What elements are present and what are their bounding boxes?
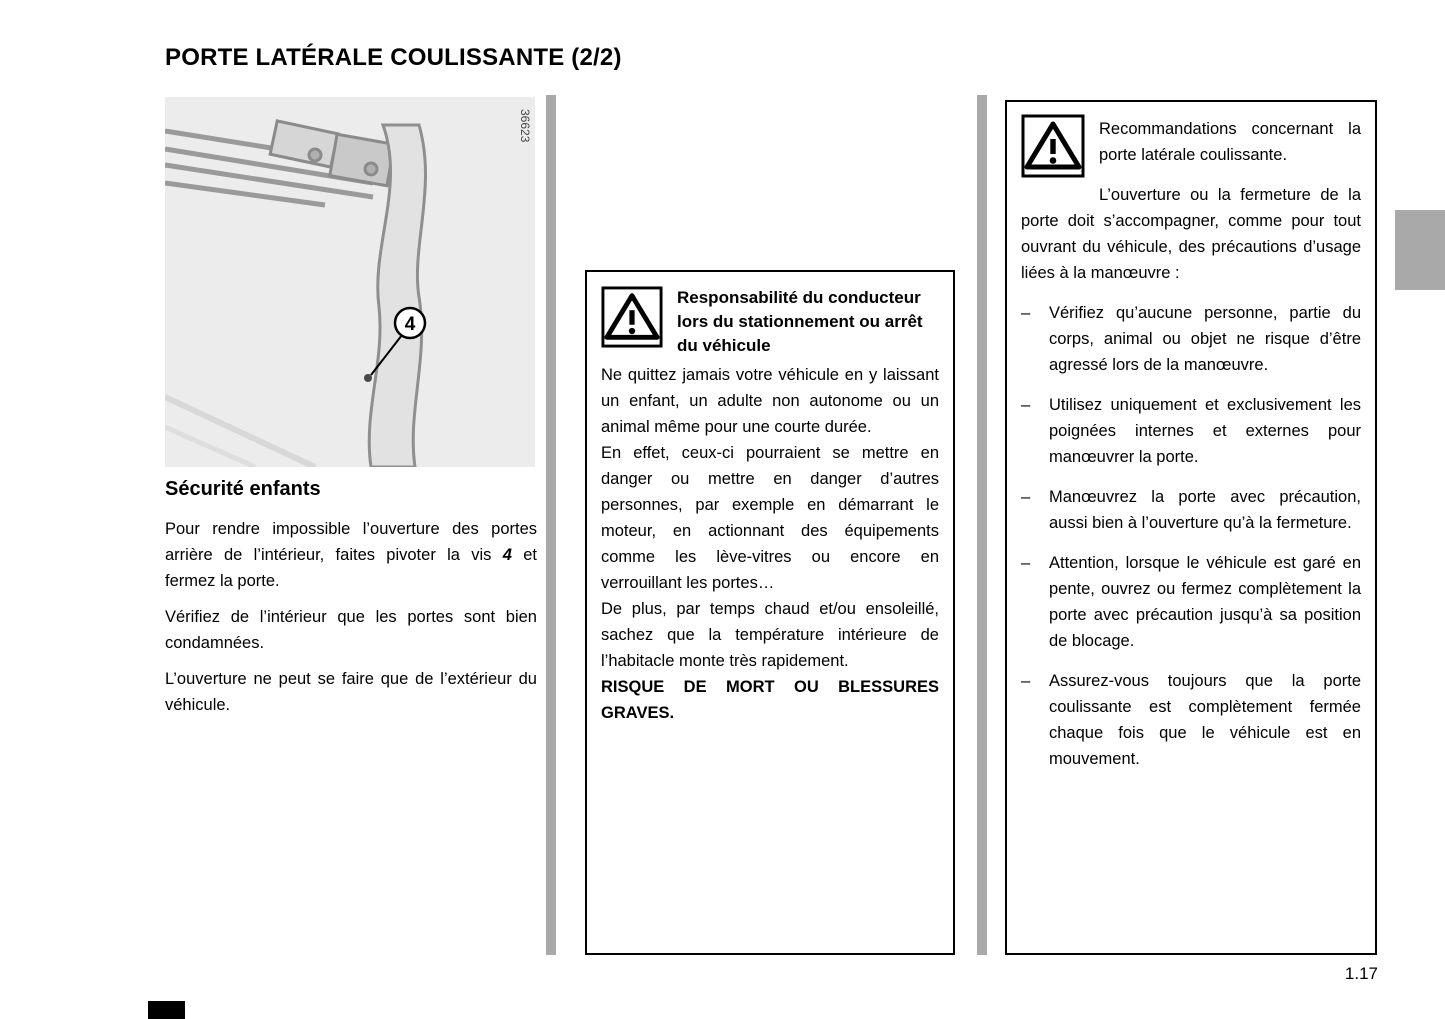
child-safety-section [165, 476, 537, 728]
dash-bullet: – [1021, 304, 1031, 322]
warning-paragraph: En effet, ceux-ci pourraient se mettre en danger ou mettre en danger d’autres personnes, par exemple en démarrant le moteur, en actionnant des équipements comme les lève-vitres ou encore en verrouillant les portes… [601, 444, 939, 592]
door-mechanism-figure [165, 97, 535, 467]
dash-bullet: – [1021, 554, 1031, 572]
warning-paragraph: Ne quittez jamais votre véhicule en y laissant un enfant, un adulte non autonome ou un animal même pour une courte durée. [601, 366, 939, 436]
paragraph-text: et fermez la porte. [165, 546, 537, 590]
chapter-side-tab [1395, 210, 1445, 290]
dash-bullet: – [1021, 672, 1031, 690]
list-item-text: Attention, lorsque le véhicule est garé en pente, ouvrez ou fermez complètement la porte avec précaution jusqu’à sa position de blocage. [1049, 554, 1361, 650]
page-title: PORTE LATÉRALE COULISSANTE (2/2) [165, 44, 622, 71]
paragraph: L’ouverture ne peut se faire que de l’extérieur du véhicule. [165, 670, 537, 714]
paragraph-text: Pour rendre impossible l’ouverture des portes arrière de l’intérieur, faites pivoter la vis [165, 520, 537, 564]
child-lock-screw [364, 374, 372, 382]
column-divider [546, 95, 556, 955]
list-item [1021, 484, 1361, 536]
callout-4-label: 4 [404, 314, 416, 335]
warning-triangle-icon [1021, 114, 1085, 178]
list-item [1021, 300, 1361, 378]
warning-triangle-icon [601, 286, 663, 348]
warning-paragraph: De plus, par temps chaud et/ou ensoleillé, sachez que la température intérieure de l’habitacle monte très rapidement. [601, 600, 939, 670]
warning-box-header [1021, 114, 1361, 178]
driver-responsibility-warning-box [585, 270, 955, 955]
screw-number-ref: 4 [502, 546, 512, 564]
paragraph [165, 516, 537, 594]
callout-4 [395, 308, 425, 338]
warning-box-title: Responsabilité du conducteur lors du stationnement ou arrêt du véhicule [677, 288, 923, 355]
list-item-text: Manœuvrez la porte avec précaution, aussi bien à l’ouverture qu’à la fermeture. [1049, 488, 1361, 532]
paragraph: Vérifiez de l’intérieur que les portes sont bien condamnées. [165, 608, 537, 652]
list-item [1021, 392, 1361, 470]
section-heading: Sécurité enfants [165, 478, 321, 500]
page-number: 1.17 [1344, 964, 1378, 983]
recommendations-intro: Recommandations concernant la porte latérale coulissante. [1099, 120, 1361, 164]
recommendations-list [1021, 300, 1361, 772]
list-item-text: Vérifiez qu’aucune personne, partie du corps, animal ou objet ne risque d’être agressé lors de la manœuvre. [1049, 304, 1361, 374]
sliding-door-recommendations-box [1005, 100, 1377, 955]
list-item [1021, 668, 1361, 772]
binding-mark [148, 1001, 185, 1019]
dash-bullet: – [1021, 396, 1031, 414]
column-divider [977, 95, 987, 955]
recommendations-lead-paragraph: L’ouverture ou la fermeture de la porte doit s’accompagner, comme pour tout ouvrant du véhicule, des précautions d’usage liées à la manœuvre : [1021, 186, 1361, 282]
warning-box-header [601, 284, 939, 358]
list-item-text: Utilisez uniquement et exclusivement les poignées internes et externes pour manœuvrer la porte. [1049, 396, 1361, 466]
list-item-text: Assurez-vous toujours que la porte coulissante est complètement fermée chaque fois que le véhicule est en mouvement. [1049, 672, 1361, 768]
door-mechanism-illustration [165, 97, 535, 467]
danger-statement: RISQUE DE MORT OU BLESSURES GRAVES. [601, 678, 939, 722]
dash-bullet: – [1021, 488, 1031, 506]
figure-number: 36623 [518, 109, 532, 143]
list-item [1021, 550, 1361, 654]
